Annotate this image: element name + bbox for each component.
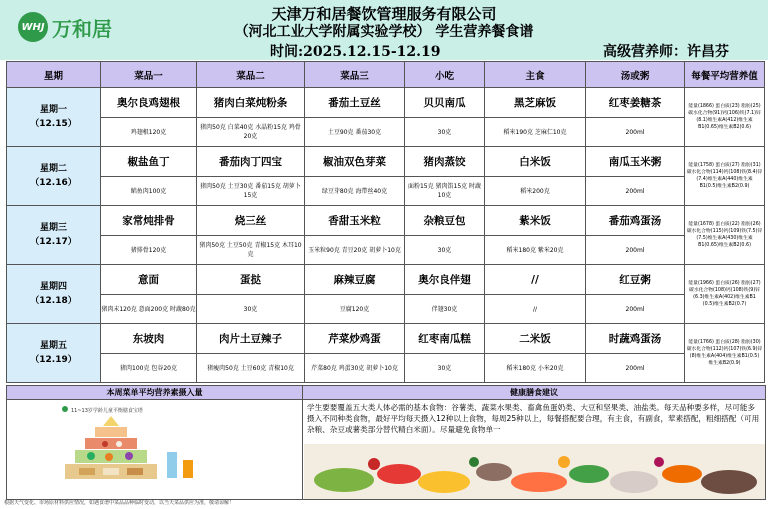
logo-text: 万和居 [52, 16, 112, 41]
food-pyramid-illustration [7, 400, 302, 499]
ingredient-amount: 猪瘦肉50克 土豆60克 青椒10克 [197, 354, 305, 383]
day-cell [7, 147, 101, 206]
nutrition-values [685, 88, 765, 147]
day-name: 星期三 [39, 223, 67, 233]
ingredient-row [7, 236, 765, 265]
column-header: 菜品一 [101, 62, 197, 88]
ingredient-amount: 鲳鱼肉100克 [101, 177, 197, 206]
nutrition-line: 能量(1678) 蛋白质(22) 脂肪(26) [688, 222, 761, 227]
ingredient-amount: 30克 [405, 118, 485, 147]
dish-name: 猪肉白菜炖粉条 [197, 88, 305, 118]
dish-name: 红豆粥 [586, 265, 685, 295]
ingredient-amount: 200ml [586, 118, 685, 147]
ingredient-amount: 200ml [586, 236, 685, 265]
dish-name: 肉片土豆辣子 [197, 324, 305, 354]
dish-name: 白米饭 [485, 147, 586, 177]
day-cell [7, 265, 101, 324]
dish-name: 东坡肉 [101, 324, 197, 354]
nutrient-intake-title: 本周菜单平均营养素摄入量 [7, 386, 303, 400]
dish-name: 黑芝麻饭 [485, 88, 586, 118]
nutrition-line: 维生素B2(0.9) [708, 361, 741, 366]
column-header: 星期 [7, 62, 101, 88]
nutrition-line: 能量(1758) 蛋白质(27) 脂肪(31) [688, 163, 761, 168]
ingredient-amount: 伴翅30克 [405, 295, 485, 324]
dish-name: 烧三丝 [197, 206, 305, 236]
ingredient-amount: 绿豆芽80克 海带丝40克 [305, 177, 405, 206]
dish-name: 芹菜炒鸡蛋 [305, 324, 405, 354]
pyramid-title: 11~13岁学龄儿童平衡膳食宝塔 [71, 408, 143, 414]
food-pyramid-panel [7, 400, 303, 499]
ingredient-amount: 猪肉末120克 意面200克 时蔬80克 [101, 295, 197, 324]
ingredient-amount: 30克 [197, 295, 305, 324]
dish-name: 紫米饭 [485, 206, 586, 236]
nutrition-values [685, 206, 765, 265]
footer-note: 根据天气变化、市场原材料供应情况，如遇食谱中菜品品种临时变动，以当天菜品供应为准，敬请谅解！ [4, 500, 235, 506]
column-header: 汤或粥 [586, 62, 685, 88]
ingredient-amount: 稻米190克 芝麻仁10克 [485, 118, 586, 147]
nutrition-line: 碳水化合物(91)钙(106)铁(7.1)锌(8.1)维生素A(412)维生素 [688, 111, 761, 123]
header-banner [0, 0, 768, 60]
dish-name: 番茄肉丁四宝 [197, 147, 305, 177]
menu-subtitle: （河北工业大学附属实验学校） 学生营养餐食谱 [234, 24, 534, 40]
ingredient-amount: 稻米180克 紫米20克 [485, 236, 586, 265]
dish-name: 蛋挞 [197, 265, 305, 295]
ingredient-row [7, 118, 765, 147]
ingredient-amount: 猪肉50克 土豆50克 青椒15克 木耳10克 [197, 236, 305, 265]
day-cell [7, 324, 101, 383]
ingredient-amount: 土豆90克 番茄30克 [305, 118, 405, 147]
column-header: 菜品三 [305, 62, 405, 88]
dish-name: 猪肉蒸饺 [405, 147, 485, 177]
bottom-section [6, 385, 766, 500]
menu-row [7, 147, 765, 177]
diet-advice-title: 健康膳食建议 [303, 386, 765, 400]
menu-row [7, 206, 765, 236]
day-date: （12.19） [30, 355, 77, 365]
ingredient-amount: 稻米180克 小米20克 [485, 354, 586, 383]
dish-name: 番茄土豆丝 [305, 88, 405, 118]
day-cell [7, 88, 101, 147]
column-header: 菜品二 [197, 62, 305, 88]
ingredient-amount: 猪排骨120克 [101, 236, 197, 265]
dish-name: // [485, 265, 586, 295]
ingredient-amount: 200ml [586, 177, 685, 206]
ingredient-amount: 200ml [586, 354, 685, 383]
ingredient-row [7, 177, 765, 206]
dish-name: 贝贝南瓜 [405, 88, 485, 118]
nutrition-line: 碳水化合物(114)钙(108)铁(8.4)锌(7.4)维生素A(440)维生素 [686, 170, 763, 182]
column-header-row [7, 62, 765, 88]
company-title: 天津万和居餐饮管理服务有限公司 [271, 5, 497, 23]
nutrition-line: (0.5)维生素B2(0.7) [702, 302, 747, 307]
nutrition-values [685, 265, 765, 324]
column-header: 主食 [485, 62, 586, 88]
ingredient-amount: 200ml [586, 295, 685, 324]
day-date: （12.16） [30, 178, 77, 188]
dish-name: 香甜玉米粒 [305, 206, 405, 236]
ingredient-amount: 稻米200克 [485, 177, 586, 206]
nutrition-line: 碳水化合物(112)钙(107)铁(6.9)锌(8)维生素A(404)维生素B1(0.5) [686, 347, 763, 359]
nutrition-line: B1(0.65)维生素B2(0.6) [698, 125, 751, 130]
nutritionist-label: 高级营养师：许昌芬 [603, 44, 729, 60]
nutrition-values [685, 147, 765, 206]
ingredient-amount: 芹菜80克 鸡蛋30克 胡萝卜10克 [305, 354, 405, 383]
dish-name: 杂粮豆包 [405, 206, 485, 236]
dish-name: 麻辣豆腐 [305, 265, 405, 295]
dish-name: 南瓜玉米粥 [586, 147, 685, 177]
weekly-menu-table [6, 61, 765, 383]
nutrition-line: 能量(1766) 蛋白质(28) 脂肪(30) [688, 340, 761, 345]
dish-name: 意面 [101, 265, 197, 295]
menu-row [7, 265, 765, 295]
ingredient-amount: 豆腐120克 [305, 295, 405, 324]
menu-row [7, 88, 765, 118]
ingredient-amount: 猪肉50克 土豆30克 番茄15克 胡萝卜15克 [197, 177, 305, 206]
dish-name: 椒盐鱼丁 [101, 147, 197, 177]
nutrition-line: 碳水化合物(115)钙(109)铁(7.5)锌(7.5)维生素A(430)维生素 [686, 229, 763, 241]
menu-row [7, 324, 765, 354]
day-date: （12.15） [30, 119, 77, 129]
logo-mark: WHJ [18, 12, 48, 42]
nutrition-line: 碳水化合物(108)钙(108)铁(9)锌(6.3)维生素A(402)维生素B1 [689, 288, 760, 300]
dish-name: 奥尔良鸡翅根 [101, 88, 197, 118]
ingredient-amount: 猪肉100克 包谷20克 [101, 354, 197, 383]
day-cell [7, 206, 101, 265]
dish-name: 时蔬鸡蛋汤 [586, 324, 685, 354]
nutrition-line: B1(0.65)维生素B2(0.6) [698, 243, 751, 248]
ingredient-amount: 玉米粒90克 青豆20克 胡萝卜10克 [305, 236, 405, 265]
day-date: （12.17） [30, 237, 77, 247]
ingredient-amount: 鸡翅根120克 [101, 118, 197, 147]
ingredient-amount: 面粉15克 猪肉馅15克 时蔬10克 [405, 177, 485, 206]
dish-name: 家常炖排骨 [101, 206, 197, 236]
ingredient-row [7, 295, 765, 324]
column-header: 小吃 [405, 62, 485, 88]
day-name: 星期五 [39, 341, 67, 351]
dish-name: 番茄鸡蛋汤 [586, 206, 685, 236]
nutrition-line: 能量(1966) 蛋白质(26) 脂肪(27) [688, 281, 761, 286]
dish-name: 奥尔良伴翅 [405, 265, 485, 295]
ingredient-amount: 30克 [405, 354, 485, 383]
day-date: （12.18） [30, 296, 77, 306]
day-name: 星期一 [39, 105, 67, 115]
dish-name: 椒油双色芽菜 [305, 147, 405, 177]
day-name: 星期四 [39, 282, 67, 292]
diet-advice-text: 学生要要覆盖五大类人体必需的基本食物：谷薯类、蔬菜水果类、畜禽鱼蛋奶类、大豆和坚果类、油盐类。每天品种要多样，尽可能多摄入不同种类食物，最好平均每天摄入12种以上食物，每周25种以上，每餐搭配要合理，有主食，有副食，荤素搭配，粗细搭配（可用杂粮、杂豆或薯类部分替代精白米面）。尽量避免食物单一 [307, 403, 760, 434]
dish-name: 红枣南瓜糕 [405, 324, 485, 354]
ingredient-amount: // [485, 295, 586, 324]
food-photo [304, 444, 765, 499]
ingredient-row [7, 354, 765, 383]
day-name: 星期二 [39, 164, 67, 174]
column-header: 每餐平均营养值 [685, 62, 765, 88]
date-range: 时间:2025.12.15-12.19 [270, 44, 441, 60]
dish-name: 二米饭 [485, 324, 586, 354]
ingredient-amount: 30克 [405, 236, 485, 265]
nutrition-line: B1(0.5)维生素B2(0.9) [699, 184, 750, 189]
dish-name: 红枣姜糖茶 [586, 88, 685, 118]
nutrition-line: 能量(1866) 蛋白质(23) 脂肪(25) [688, 104, 761, 109]
nutrition-values [685, 324, 765, 383]
ingredient-amount: 猪肉50克 白菜40克 水晶粉15克 鸡骨20克 [197, 118, 305, 147]
